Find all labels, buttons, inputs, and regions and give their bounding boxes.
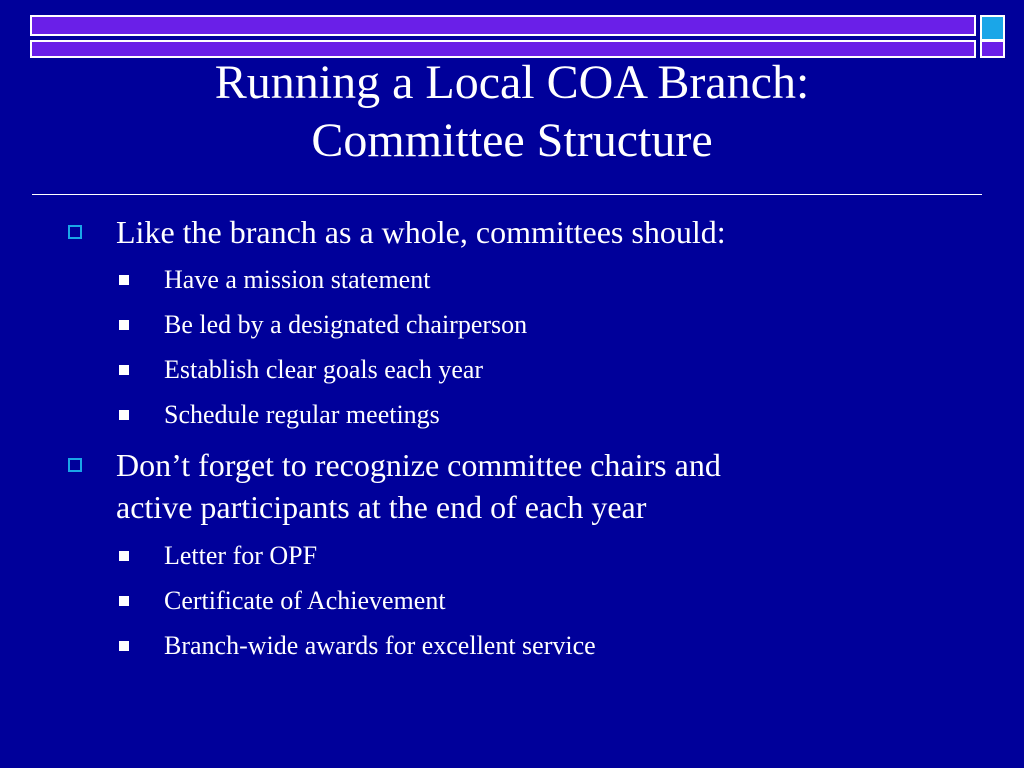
sub-bullet-text: Certificate of Achievement: [164, 586, 446, 615]
title-line-1: Running a Local COA Branch:: [214, 56, 810, 109]
sub-bullet: [164, 629, 944, 663]
sub-bullet: [164, 539, 944, 573]
sub-bullet: [164, 263, 944, 297]
bullet-2-text-line-2: active participants at the end of each year: [116, 489, 647, 525]
filled-square-bullet-icon: [119, 410, 129, 420]
filled-square-bullet-icon: [119, 596, 129, 606]
filled-square-bullet-icon: [119, 641, 129, 651]
hollow-square-bullet-icon: [68, 225, 82, 239]
bullet-2-text-line-1: Don’t forget to recognize committee chairs and: [116, 447, 721, 483]
filled-square-bullet-icon: [119, 365, 129, 375]
sub-bullet-text: Have a mission statement: [164, 265, 431, 294]
filled-square-bullet-icon: [119, 551, 129, 561]
sub-bullet-text: Letter for OPF: [164, 541, 318, 570]
sub-bullet: [164, 584, 944, 618]
hollow-square-bullet-icon: [68, 458, 82, 472]
sub-bullet-text: Establish clear goals each year: [164, 355, 484, 384]
sub-bullet-text: Branch-wide awards for excellent service: [164, 631, 596, 660]
sub-bullet-text: Be led by a designated chairperson: [164, 310, 528, 339]
sub-bullet-text: Schedule regular meetings: [164, 400, 440, 429]
bullet-1-text: Like the branch as a whole, committees should:: [116, 214, 726, 250]
title-line-2: Committee Structure: [311, 114, 713, 167]
filled-square-bullet-icon: [119, 320, 129, 330]
filled-square-bullet-icon: [119, 275, 129, 285]
bullet-2: [116, 444, 956, 528]
bullet-1: [116, 211, 956, 253]
sub-bullet: [164, 308, 944, 342]
sub-bullet: [164, 398, 944, 432]
sub-bullet: [164, 353, 944, 387]
